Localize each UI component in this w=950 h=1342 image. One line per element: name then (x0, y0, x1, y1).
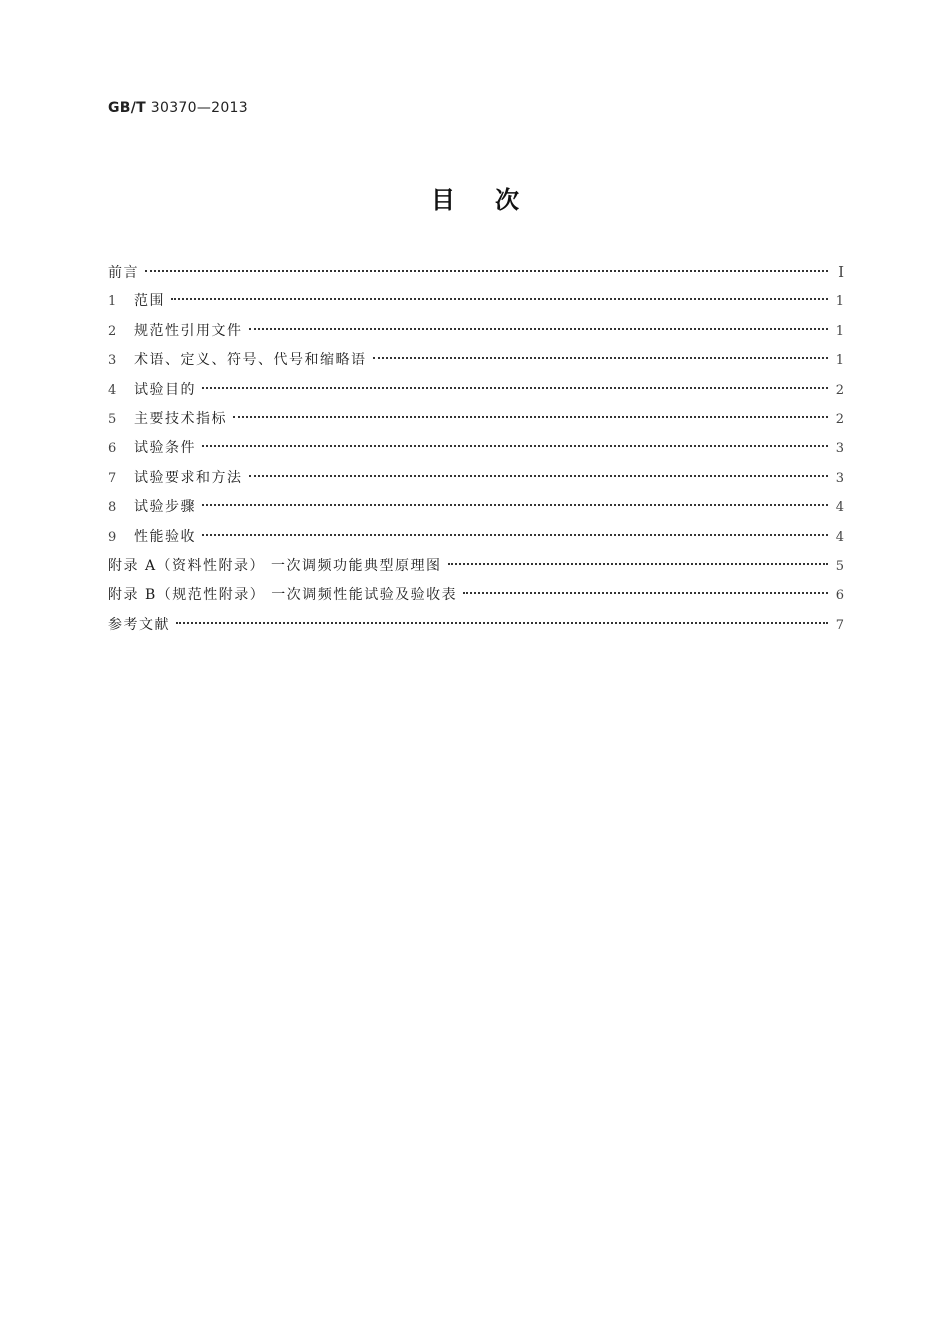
page-title: 目次 (431, 186, 559, 214)
toc-page: 7 (835, 617, 844, 633)
toc-number: 1 (108, 294, 117, 310)
toc-leader (202, 504, 828, 506)
toc-page: 4 (835, 500, 844, 516)
toc-leader (171, 298, 828, 300)
toc-label: 主要技术指标 (134, 410, 227, 427)
toc-entry-6[interactable] (108, 434, 844, 463)
toc-leader (249, 328, 829, 330)
toc-number: 2 (108, 323, 117, 339)
toc-label: 参考文献 (108, 616, 170, 633)
toc-page: 2 (835, 411, 844, 427)
toc-page: 5 (835, 558, 844, 574)
standard-prefix: GB/T (108, 100, 147, 116)
toc-leader (448, 563, 828, 565)
toc-number: 3 (108, 353, 117, 369)
toc-entry-1[interactable] (108, 287, 844, 316)
toc-number: 4 (108, 382, 117, 398)
toc-entry-3[interactable] (108, 346, 844, 375)
toc-leader (202, 534, 828, 536)
toc-entry-7[interactable] (108, 464, 844, 493)
toc-number: 6 (108, 441, 117, 457)
toc-entry-9[interactable] (108, 523, 844, 552)
toc-leader (145, 270, 828, 272)
toc-entry-appendix-a[interactable] (108, 552, 844, 581)
toc-page: 6 (835, 588, 844, 604)
toc-entry-foreword[interactable] (108, 258, 844, 287)
toc-entry-appendix-b[interactable] (108, 581, 844, 610)
toc-label: 试验要求和方法 (134, 469, 243, 486)
toc-label: 试验目的 (134, 381, 196, 398)
toc-label: 附录 B（规范性附录） 一次调频性能试验及验收表 (108, 587, 458, 604)
standard-code (108, 100, 248, 116)
toc-label: 术语、定义、符号、代号和缩略语 (134, 352, 367, 369)
toc-page: 2 (835, 382, 844, 398)
standard-number: 30370—2013 (150, 100, 248, 116)
toc-entry-5[interactable] (108, 405, 844, 434)
toc-leader (463, 592, 828, 594)
toc-label: 试验步骤 (134, 499, 196, 516)
toc-label: 性能验收 (134, 528, 196, 545)
toc-page: Ⅰ (838, 263, 844, 281)
toc-label: 前言 (108, 265, 139, 281)
toc-page: 3 (835, 441, 844, 457)
toc-leader (249, 475, 829, 477)
toc-page: 1 (835, 353, 844, 369)
toc-leader (233, 416, 828, 418)
toc-leader (202, 387, 828, 389)
toc-label: 范围 (134, 293, 165, 310)
toc-label: 试验条件 (134, 440, 196, 457)
toc-leader (373, 357, 829, 359)
toc-label: 规范性引用文件 (134, 322, 243, 339)
toc-page: 3 (835, 470, 844, 486)
toc-page: 4 (835, 529, 844, 545)
toc-page: 1 (835, 294, 844, 310)
toc-entry-2[interactable] (108, 317, 844, 346)
toc-number: 7 (108, 470, 117, 486)
toc-number: 8 (108, 500, 117, 516)
toc-page: 1 (835, 323, 844, 339)
toc-number: 9 (108, 529, 117, 545)
toc-number: 5 (108, 411, 117, 427)
toc-leader (176, 622, 828, 624)
table-of-contents (108, 258, 844, 640)
toc-label: 附录 A（资料性附录） 一次调频功能典型原理图 (108, 557, 442, 574)
toc-entry-references[interactable] (108, 611, 844, 640)
toc-entry-4[interactable] (108, 376, 844, 405)
toc-leader (202, 445, 828, 447)
toc-entry-8[interactable] (108, 493, 844, 522)
